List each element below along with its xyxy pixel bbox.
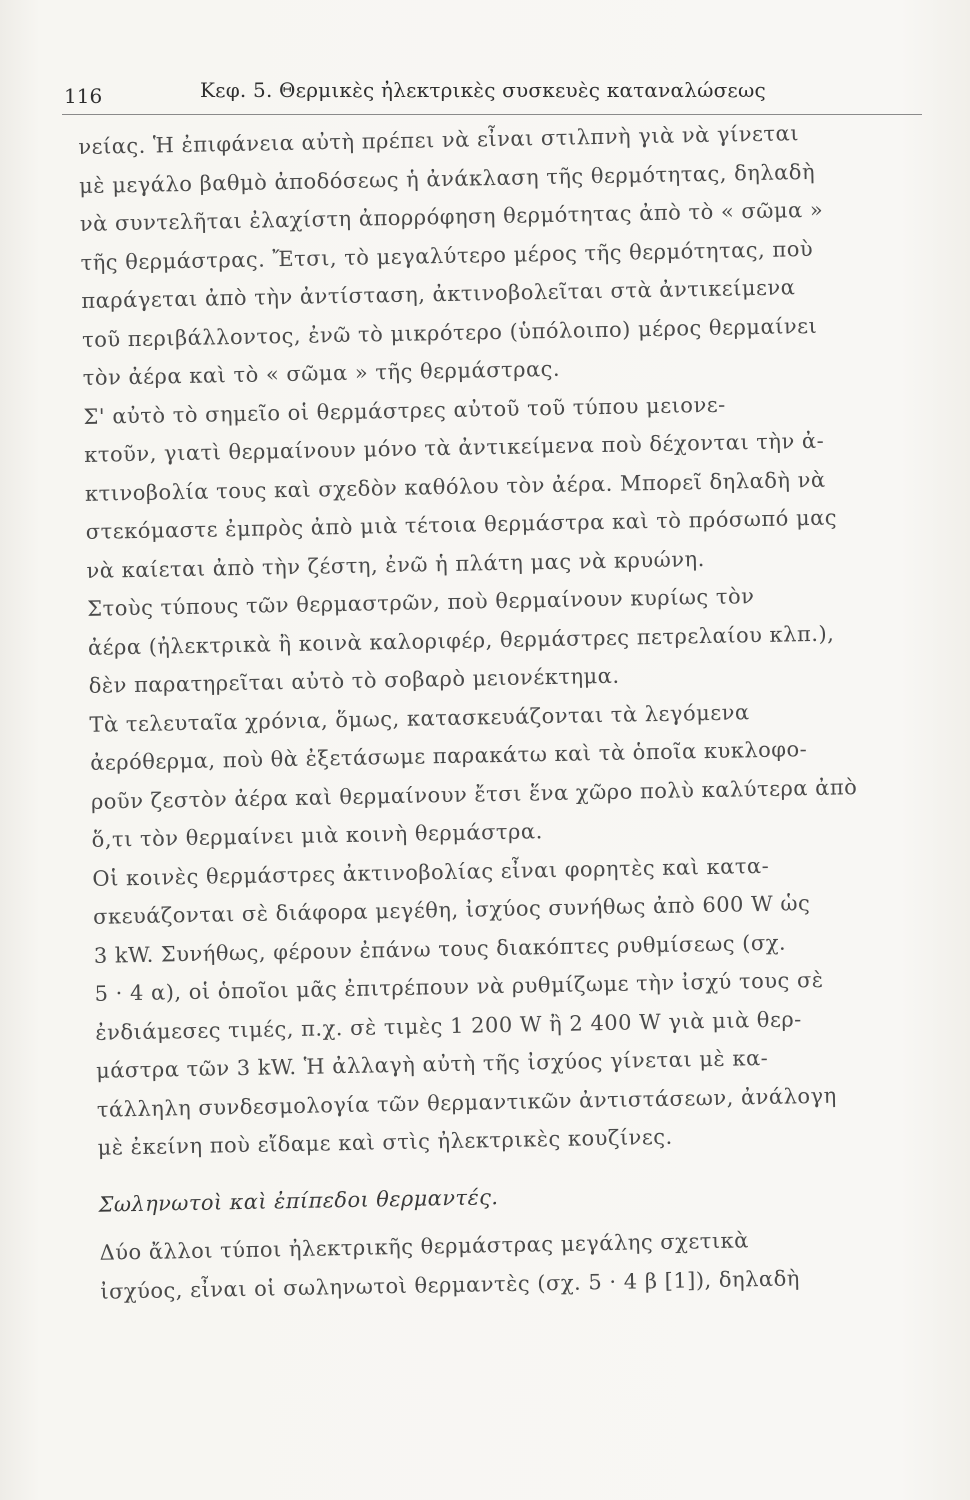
text-line: μὲ μεγάλο βαθμὸ ἀποδόσεως ἡ ἀνάκλαση τῆς θερμότητας, δηλαδὴ [78,159,816,198]
text-line: νείας. Ἡ ἐπιφάνεια αὐτὴ πρέπει νὰ εἶναι στιλπνὴ γιὰ νὰ γίνεται [78,121,800,159]
text-line: τὸν ἀέρα καὶ τὸ « σῶμα » τῆς θερμάστρας. [82,356,561,390]
text-line: στεκόμαστε ἐμπρὸς ἀπὸ μιὰ τέτοια θερμάστρα καὶ τὸ πρόσωπό μας [85,505,838,544]
text-line: ἰσχύος, εἶναι οἱ σωληνωτοὶ θερμαντὲς (σχ. 5 · 4 β [1]), δηλαδὴ [100,1265,801,1304]
text-line: Στοὺς τύπους τῶν θερμαστρῶν, ποὺ θερμαίνουν κυρίως τὸν [87,584,755,621]
text-line: Οἱ κοινὲς θερμάστρες ἀκτινοβολίας εἶναι φορητὲς καὶ κατα- [92,853,770,891]
text-line: Σ' αὐτὸ τὸ σημεῖο οἱ θερμάστρες αὐτοῦ τοῦ τύπου μειονε- [83,392,726,429]
text-line: νὰ συντελῆται ἐλαχίστη ἀπορρόφηση θερμότητας ἀπὸ τὸ « σῶμα » [79,197,824,236]
body-text [78,112,951,1311]
section-heading: Σωληνωτοὶ καὶ ἐπίπεδοι θερμαντές. [98,1184,499,1217]
text-line: ἐνδιάμεσες τιμές, π.χ. σὲ τιμὲς 1 200 W ἢ 2 400 W γιὰ μιὰ θερ- [95,1006,802,1045]
text-line: 3 kW. Συνήθως, φέρουν ἐπάνω τους διακόπτες ρυθμίσεως (σχ. [93,930,787,968]
text-line: νὰ καίεται ἀπὸ τὴν ζέστη, ἐνῶ ἡ πλάτη μας νὰ κρυώνη. [86,546,705,583]
text-line: ἀερόθερμα, ποὺ θὰ ἐξετάσωμε παρακάτω καὶ τὰ ὁποῖα κυκλοφο- [89,737,808,775]
text-line: μάστρα τῶν 3 kW. Ἡ ἀλλαγὴ αὐτὴ τῆς ἰσχύος γίνεται μὲ κα- [95,1045,769,1083]
text-line: τοῦ περιβάλλοντος, ἐνῶ τὸ μικρότερο (ὑπόλοιπο) μέρος θερμαίνει [81,313,818,352]
text-line: ροῦν ζεστὸν ἀέρα καὶ θερμαίνουν ἔτσι ἕνα χῶρο πολὺ καλύτερα ἀπὸ [90,774,858,814]
text-line: μὲ ἐκείνη ποὺ εἴδαμε καὶ στὶς ἠλεκτρικὲς κουζίνες. [97,1124,673,1160]
running-title: Κεφ. 5. Θερμικὲς ἠλεκτρικὲς συσκευὲς καταναλώσεως [200,78,766,102]
text-line: ὅ,τι τὸν θερμαίνει μιὰ κοινὴ θερμάστρα. [91,819,543,852]
text-line: σκευάζονται σὲ διάφορα μεγέθη, ἰσχύος συνήθως ἀπὸ 600 W ὡς [92,891,811,929]
text-line: 5 · 4 α), οἱ ὁποῖοι μᾶς ἐπιτρέπουν νὰ ρυθμίζωμε τὴν ἰσχύ τους σὲ [94,967,824,1006]
text-line: Τὰ τελευταῖα χρόνια, ὅμως, κατασκευάζονται τὰ λεγόμενα [89,699,750,737]
text-line: κτοῦν, γιατὶ θερμαίνουν μόνο τὰ ἀντικείμενα ποὺ δέχονται τὴν ἀ- [84,428,825,467]
page-header [62,74,922,114]
text-line: τῆς θερμάστρας. Ἔτσι, τὸ μεγαλύτερο μέρος τῆς θερμότητας, ποὺ [80,236,814,275]
text-line: τάλληλη συνδεσμολογία τῶν θερμαντικῶν ἀντιστάσεων, ἀνάλογη [96,1083,837,1122]
text-line: ἀέρα (ἠλεκτρικὰ ἢ κοινὰ καλοριφέρ, θερμάστρες πετρελαίου κλπ.), [87,621,835,660]
text-line: κτινοβολία τους καὶ σχεδὸν καθόλου τὸν ἀέρα. Μπορεῖ δηλαδὴ νὰ [84,467,826,506]
text-line: παράγεται ἀπὸ τὴν ἀντίσταση, ἀκτινοβολεῖται στὰ ἀντικείμενα [81,275,796,313]
page-number: 116 [64,84,103,108]
text-line: δὲν παρατηρεῖται αὐτὸ τὸ σοβαρὸ μειονέκτημα. [88,663,620,698]
text-line: Δύο ἄλλοι τύποι ἠλεκτρικῆς θερμάστρας μεγάλης σχετικὰ [99,1228,750,1265]
